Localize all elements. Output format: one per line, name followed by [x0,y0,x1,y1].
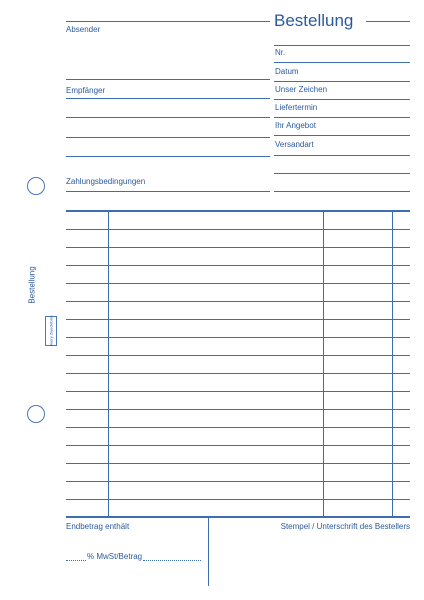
table-row[interactable] [66,283,410,284]
table-row[interactable] [66,481,410,482]
table-row[interactable] [66,427,410,428]
payment-terms-label: Zahlungsbedingungen [66,177,146,186]
table-row[interactable] [66,463,410,464]
payment-terms-line[interactable] [66,191,270,192]
delivery-date-label: Liefertermin [275,103,318,112]
extra-line-2[interactable] [274,191,410,192]
total-label: Endbetrag enthält [66,522,130,531]
vat-amount-line[interactable] [143,560,201,561]
table-col-divider-1 [108,212,109,517]
table-row[interactable] [66,499,410,500]
delivery-date-line[interactable] [274,117,410,118]
punch-hole-top [27,177,45,195]
signature-label: Stempel / Unterschrift des Bestellers [280,522,410,531]
order-field-top-rule [274,45,410,46]
recipient-line-2[interactable] [66,117,270,118]
recipient-line-3[interactable] [66,137,270,138]
order-number-line[interactable] [274,62,410,63]
table-row[interactable] [66,337,410,338]
brand-logo-text: Avery Zweckform [48,315,54,347]
recipient-line-4[interactable] [66,156,270,157]
footer-divider [208,518,209,586]
sender-line[interactable] [66,79,270,80]
your-offer-line[interactable] [274,135,410,136]
our-reference-line[interactable] [274,99,410,100]
table-col-divider-3 [392,212,393,517]
table-row[interactable] [66,355,410,356]
sender-label: Absender [66,25,101,34]
table-row[interactable] [66,265,410,266]
table-row[interactable] [66,319,410,320]
table-row[interactable] [66,409,410,410]
vat-rate-line[interactable] [66,560,86,561]
your-offer-label: Ihr Angebot [275,121,316,130]
form-title: Bestellung [274,11,354,30]
extra-line-1[interactable] [274,173,410,174]
table-top-rule [66,210,410,212]
table-row[interactable] [66,247,410,248]
table-col-divider-2 [323,212,324,517]
vat-label: % MwSt/Betrag [87,552,143,561]
order-number-label: Nr. [275,48,286,57]
punch-hole-bottom [27,405,45,423]
side-label: Bestellung [27,266,37,304]
shipping-method-line[interactable] [274,155,410,156]
table-row[interactable] [66,229,410,230]
date-label: Datum [275,67,299,76]
date-line[interactable] [274,81,410,82]
shipping-method-label: Versandart [275,140,314,149]
title-rule-right [366,21,410,22]
table-row[interactable] [66,301,410,302]
table-row[interactable] [66,373,410,374]
title-rule-left [66,21,270,22]
our-reference-label: Unser Zeichen [275,85,328,94]
recipient-line-1[interactable] [66,98,270,99]
table-bottom-rule [66,516,410,518]
table-row[interactable] [66,391,410,392]
brand-logo [45,316,57,346]
recipient-label: Empfänger [66,86,106,95]
table-row[interactable] [66,445,410,446]
